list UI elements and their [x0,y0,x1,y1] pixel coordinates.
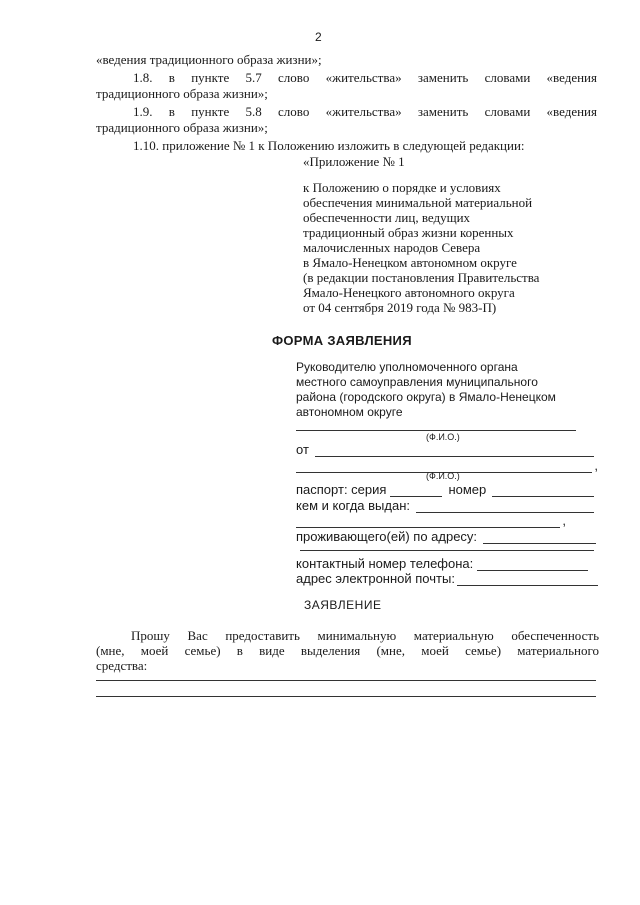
passport-row [296,482,594,497]
appendix-line: от 04 сентября 2019 года № 983-П) [303,300,497,315]
fio-caption: (Ф.И.О.) [426,432,460,442]
form-title: ФОРМА ЗАЯВЛЕНИЯ [272,333,412,348]
statement-title: ЗАЯВЛЕНИЕ [304,598,382,612]
item-1-8-line-1: 1.8. в пункте 5.7 слово «жительства» заменить словами «ведения [133,70,597,85]
email-field[interactable] [457,574,598,586]
phone-label: контактный номер телефона: [296,556,474,571]
addressee-line: Руководителю уполномоченного органа [296,360,518,374]
statement-line-3: средства: [96,658,148,673]
appendix-line: малочисленных народов Севера [303,240,481,255]
comma: , [594,458,598,473]
issued-label: кем и когда выдан: [296,498,410,513]
addressee-line: автономном округе [296,405,403,419]
statement-field-line-2[interactable] [96,696,596,697]
item-1-9-line-1: 1.9. в пункте 5.8 слово «жительства» заменить словами «ведения [133,104,597,119]
passport-number-field[interactable] [492,485,594,497]
appendix-line: в Ямало-Ненецком автономном округе [303,255,517,270]
from-row [296,442,594,457]
appendix-line: традиционный образ жизни коренных [303,225,514,240]
passport-series-label: паспорт: серия [296,482,387,497]
appendix-line: обеспеченности лиц, ведущих [303,210,471,225]
intro-line-1: «ведения традиционного образа жизни»; [96,52,322,67]
appendix-line: обеспечения минимальной материальной [303,195,533,210]
appendix-title: «Приложение № 1 [303,154,405,169]
fio-caption-2: (Ф.И.О.) [426,471,460,481]
item-1-10: 1.10. приложение № 1 к Положению изложить в следующей редакции: [133,138,525,153]
issued-row [296,498,594,513]
addressee-fio-field[interactable] [296,430,576,431]
passport-series-field[interactable] [390,485,442,497]
passport-number-label: номер [448,482,487,497]
addressee-line: района (городского округа) в Ямало-Ненецком [296,390,556,404]
issued-row-2 [296,513,566,528]
item-1-9-line-2: традиционного образа жизни»; [96,120,268,135]
addressee-line: местного самоуправления муниципального [296,375,538,389]
appendix-line: (в редакции постановления Правительства [303,270,540,285]
appendix-line: Ямало-Ненецкого автономного округа [303,285,515,300]
phone-field[interactable] [477,559,588,571]
address-field[interactable] [483,532,596,544]
statement-line-2: (мне, моей семье) в виде выделения (мне, моей семье) материального [96,643,599,658]
from-field[interactable] [315,445,594,457]
issued-field-continued[interactable] [296,516,560,528]
page-number: 2 [315,30,322,44]
from-label: от [296,442,309,457]
address-row [296,529,596,544]
appendix-line: к Положению о порядке и условиях [303,180,501,195]
item-1-8-line-2: традиционного образа жизни»; [96,86,268,101]
email-label: адрес электронной почты: [296,571,455,586]
phone-row [296,556,588,571]
statement-line-1: Прошу Вас предоставить минимальную материальную обеспеченность [131,628,599,643]
statement-field-line-1[interactable] [96,680,596,681]
email-row [296,571,598,586]
address-label: проживающего(ей) по адресу: [296,529,478,544]
address-field-continued[interactable] [300,550,594,551]
issued-field[interactable] [416,501,594,513]
comma: , [562,513,566,528]
